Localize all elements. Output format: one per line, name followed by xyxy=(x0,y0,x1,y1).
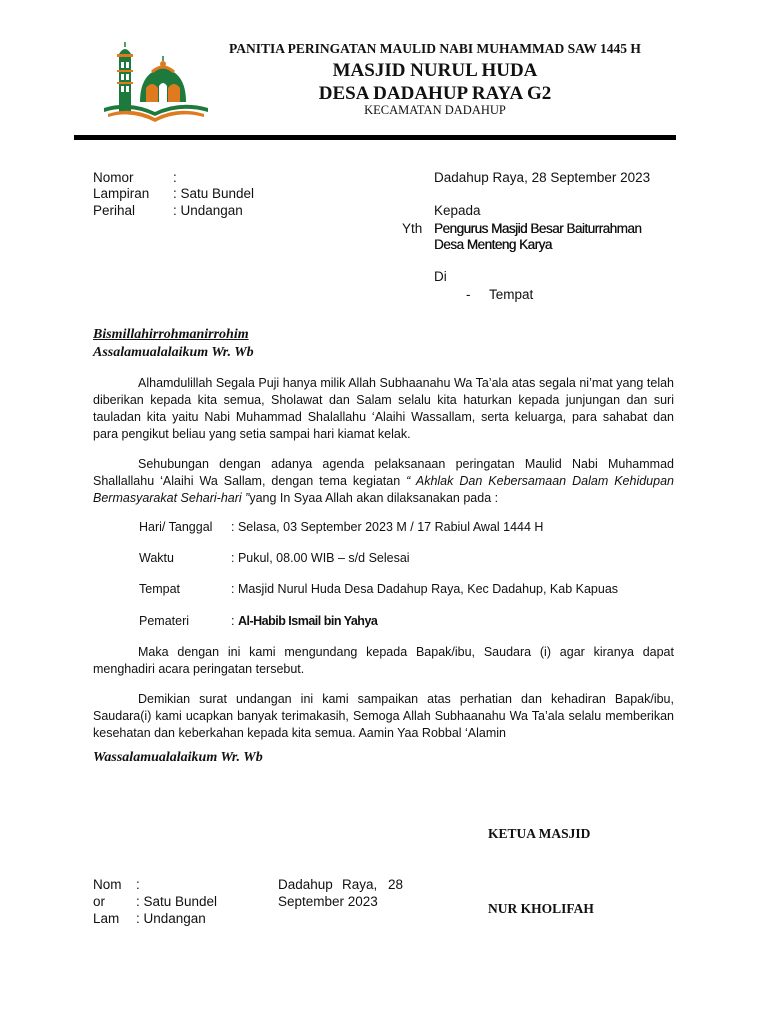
signatory-title: KETUA MASJID xyxy=(488,826,591,841)
lampiran-label: Lampiran xyxy=(93,186,150,201)
recipient-address: Desa Menteng Karya xyxy=(434,237,552,252)
signatory-name: NUR KHOLIFAH xyxy=(488,901,594,916)
dash: - xyxy=(466,287,471,302)
detail-time-value: : Pukul, 08.00 WIB – s/d Selesai xyxy=(231,551,410,565)
perihal-label: Perihal xyxy=(93,203,136,218)
bismillah: Bismillahirrohmanirrohim xyxy=(93,327,249,342)
detail-speaker-label: Pemateri xyxy=(139,614,190,628)
detail-speaker-value: : Al-Habib Ismail bin Yahya xyxy=(231,614,378,628)
footer-lampiran: : Satu Bundel xyxy=(136,894,218,909)
footer-lam: Lam xyxy=(93,911,120,926)
header-rule xyxy=(74,135,676,140)
detail-place-value: : Masjid Nurul Huda Desa Dadahup Raya, Kec Dadahup, Kab Kapuas xyxy=(231,582,619,596)
di-label: Di xyxy=(434,269,447,284)
nomor-label: Nomor xyxy=(93,170,134,185)
nomor-value: : xyxy=(173,170,177,185)
yth-label: Yth xyxy=(402,221,423,236)
footer-colon: : xyxy=(136,877,140,892)
header-district: KECAMATAN DADAHUP xyxy=(364,103,506,117)
opening-salam: Assalamualalaikum Wr. Wb xyxy=(93,345,254,360)
kepada-label: Kepada xyxy=(434,203,481,218)
detail-time-label: Waktu xyxy=(139,551,174,565)
paragraph-2: Sehubungan dengan adanya agenda pelaksanaan peringatan Maulid Nabi Muhammad Shallallahu ‘Alaihi Wa Sallam, dengan tema kegiatan “ Akhlak Dan Kebersamaan Dalam Kehidupan Bermasyarakat Sehari-hari ”yang In Syaa Allah akan dilaksanakan pada : xyxy=(93,457,674,505)
letter-date: Dadahup Raya, 28 September 2023 xyxy=(434,170,651,185)
recipient-name: Pengurus Masjid Besar Baiturrahman xyxy=(434,221,642,236)
footer-date-word3: 28 xyxy=(388,877,404,892)
lampiran-value: : Satu Bundel xyxy=(173,186,255,201)
paragraph-1: Alhamdulillah Segala Puji hanya milik Allah Subhaanahu Wa Ta’ala atas segala ni’mat yang telah diberikan kepada kita semua, Sholawat dan Salam selalu kita haturkan kepada junjungan dan suri tauladan kita yaitu Nabi Muhammad Shalallahu ‘Alaihi Wassallam, serta keluarga, para sahabat dan para pengikut beliau yang setia sampai hari kiamat kelak. xyxy=(93,376,674,441)
footer-date-line2: September 2023 xyxy=(278,894,378,909)
perihal-value: : Undangan xyxy=(173,203,243,218)
header-village: DESA DADAHUP RAYA G2 xyxy=(318,83,552,104)
footer-nom: Nom xyxy=(93,877,122,892)
header-committee: PANITIA PERINGATAN MAULID NABI MUHAMMAD SAW 1445 H xyxy=(229,41,641,56)
footer-or: or xyxy=(93,894,106,909)
paragraph-4: Demikian surat undangan ini kami sampaikan atas perhatian dan kehadiran Bapak/ibu, Saudara(i) kami ucapkan banyak terimakasih, Semoga Allah Subhaanahu Wa Ta’ala selalu memberikan kesehatan dan keberkahan kepada kita semua. Aamin Yaa Robbal ‘Alamin xyxy=(93,692,674,740)
speaker-name: Al-Habib Ismail bin Yahya xyxy=(237,614,378,628)
footer-date-word1: Dadahup xyxy=(278,877,333,892)
tempat-label: Tempat xyxy=(489,287,534,302)
header-mosque-name: MASJID NURUL HUDA xyxy=(332,60,538,81)
footer-date-word2: Raya, xyxy=(342,877,378,892)
detail-date-label: Hari/ Tanggal xyxy=(139,520,213,534)
closing-salam: Wassalamualalaikum Wr. Wb xyxy=(93,750,263,765)
detail-date-value: : Selasa, 03 September 2023 M / 17 Rabiul Awal 1444 H xyxy=(231,520,544,534)
footer-perihal: : Undangan xyxy=(136,911,206,926)
paragraph-3: Maka dengan ini kami mengundang kepada Bapak/ibu, Saudara (i) agar kiranya dapat menghadiri acara peringatan tersebut. xyxy=(93,645,674,676)
event-theme: “ Akhlak Dan Kebersamaan Dalam Kehidupan Bermasyarakat Sehari-hari ” xyxy=(93,474,674,505)
detail-place-label: Tempat xyxy=(139,582,180,596)
